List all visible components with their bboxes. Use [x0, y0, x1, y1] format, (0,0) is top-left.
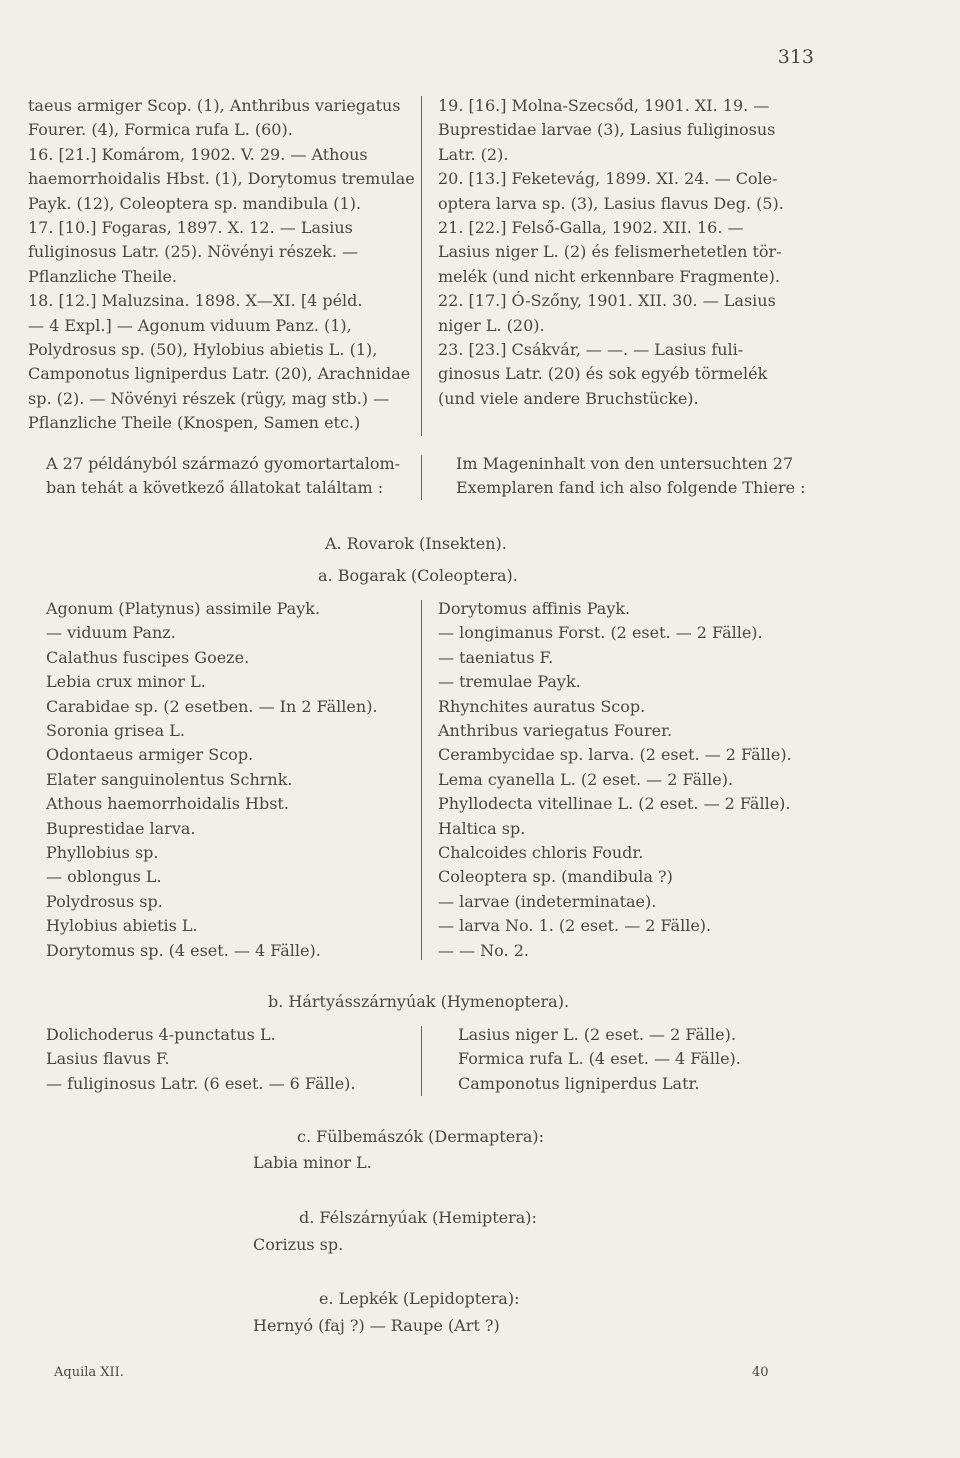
text-line: Im Mageninhalt von den untersuchten 27 — [456, 454, 794, 473]
list-item: Chalcoides chloris Foudr. — [438, 843, 644, 863]
list-item: Lasius niger L. (2 eset. — 2 Fälle). — [458, 1025, 736, 1044]
text-line: ginosus Latr. (20) és sok egyéb törmelék — [438, 364, 768, 384]
text-line: Polydrosus sp. (50), Hylobius abietis L. (1), — [28, 340, 378, 360]
list-item: Lema cyanella L. (2 eset. — 2 Fälle). — [438, 769, 734, 789]
list-item: Dorytomus sp. (4 eset. — 4 Fälle). — [46, 940, 321, 960]
footer-journal-volume: Aquila XII. — [54, 1365, 124, 1380]
text-line: Buprestidae larvae (3), Lasius fuliginosus — [438, 120, 776, 140]
coleoptera-list-left — [46, 597, 378, 963]
text-line: 21. [22.] Felső-Galla, 1902. XII. 16. — — [438, 218, 744, 238]
lepidoptera-item: Hernyó (faj ?) — Raupe (Art ?) — [253, 1316, 500, 1335]
list-item: Cerambycidae sp. larva. (2 eset. — 2 Fälle). — [438, 745, 792, 765]
list-item: Rhynchites auratus Scop. — [438, 696, 646, 716]
list-item: — oblongus L. — [46, 867, 162, 887]
list-item: Dolichoderus 4-punctatus L. — [46, 1025, 276, 1044]
hymenoptera-list-right — [458, 1023, 741, 1096]
text-line: 16. [21.] Komárom, 1902. V. 29. — Athous — [28, 144, 368, 164]
column-divider — [421, 600, 422, 960]
list-item: Carabidae sp. (2 esetben. — In 2 Fällen). — [46, 696, 378, 716]
text-line: niger L. (20). — [438, 315, 545, 335]
hymenoptera-list-left — [46, 1023, 356, 1096]
list-item: Lasius flavus F. — [46, 1049, 170, 1069]
text-line: 19. [16.] Molna-Szecsőd, 1901. XI. 19. — — [438, 96, 770, 115]
text-line: 18. [12.] Maluzsina. 1898. X—XI. [4 péld. — [28, 291, 363, 311]
list-item: — viduum Panz. — [46, 623, 176, 643]
text-line: Fourer. (4), Formica rufa L. (60). — [28, 120, 293, 140]
text-line: Pflanzliche Theile. — [28, 266, 177, 286]
footer-sheet-number: 40 — [752, 1365, 769, 1380]
list-item: Hylobius abietis L. — [46, 916, 198, 936]
text-line: 17. [10.] Fogaras, 1897. X. 12. — Lasius — [28, 218, 353, 238]
list-item: Athous haemorrhoidalis Hbst. — [46, 794, 289, 814]
list-item: Formica rufa L. (4 eset. — 4 Fälle). — [458, 1049, 741, 1069]
list-item: — — No. 2. — [438, 940, 529, 960]
column-divider — [421, 1026, 422, 1096]
text-line: A 27 példányból származó gyomortartalom- — [46, 454, 401, 473]
list-item: Phyllodecta vitellinae L. (2 eset. — 2 Fälle). — [438, 794, 791, 814]
text-line: — 4 Expl.] — Agonum viduum Panz. (1), — [28, 315, 352, 335]
heading-hemiptera: d. Félszárnyúak (Hemiptera): — [299, 1208, 537, 1227]
summary-german — [456, 452, 806, 501]
text-line: fuliginosus Latr. (25). Növényi részek. — — [28, 242, 359, 262]
list-item: — fuliginosus Latr. (6 eset. — 6 Fälle). — [46, 1073, 356, 1093]
list-item: — tremulae Payk. — [438, 672, 581, 692]
text-line: melék (und nicht erkennbare Fragmente). — [438, 266, 780, 286]
text-line: 23. [23.] Csákvár, — —. — Lasius fuli- — [438, 340, 744, 360]
list-item: Lebia crux minor L. — [46, 672, 206, 692]
list-item: Anthribus variegatus Fourer. — [438, 721, 673, 741]
heading-coleoptera: a. Bogarak (Coleoptera). — [318, 566, 518, 585]
summary-hungarian — [46, 452, 400, 501]
list-item: — longimanus Forst. (2 eset. — 2 Fälle). — [438, 623, 763, 643]
list-item: Agonum (Platynus) assimile Payk. — [46, 599, 321, 618]
list-item: Coleoptera sp. (mandibula ?) — [438, 867, 673, 887]
top-left-column — [28, 94, 415, 436]
text-line: taeus armiger Scop. (1), Anthribus variegatus — [28, 96, 401, 115]
list-item: — larva No. 1. (2 eset. — 2 Fälle). — [438, 916, 712, 936]
text-line: optera larva sp. (3), Lasius flavus Deg. (5). — [438, 193, 784, 213]
list-item: Phyllobius sp. — [46, 843, 159, 863]
text-line: Lasius niger L. (2) és felismerhetetlen tör- — [438, 242, 782, 262]
list-item: — larvae (indeterminatae). — [438, 891, 657, 911]
list-item: Haltica sp. — [438, 818, 526, 838]
heading-lepidoptera: e. Lepkék (Lepidoptera): — [319, 1289, 520, 1308]
list-item: Soronia grisea L. — [46, 721, 185, 741]
list-item: Camponotus ligniperdus Latr. — [458, 1073, 700, 1093]
text-line: Latr. (2). — [438, 144, 509, 164]
text-line: Exemplaren fand ich also folgende Thiere : — [456, 478, 806, 498]
column-divider — [421, 455, 422, 500]
text-line: 22. [17.] Ó-Szőny, 1901. XII. 30. — Lasius — [438, 291, 776, 311]
list-item: Odontaeus armiger Scop. — [46, 745, 254, 765]
heading-hymenoptera: b. Hártyásszárnyúak (Hymenoptera). — [268, 992, 570, 1011]
list-item: Elater sanguinolentus Schrnk. — [46, 769, 293, 789]
page-number: 313 — [777, 46, 814, 68]
text-line: haemorrhoidalis Hbst. (1), Dorytomus tremulae — [28, 169, 415, 189]
list-item: Buprestidae larva. — [46, 818, 196, 838]
text-line: ban tehát a következő állatokat találtam : — [46, 478, 384, 498]
list-item: — taeniatus F. — [438, 647, 554, 667]
column-divider — [421, 96, 422, 436]
hemiptera-item: Corizus sp. — [253, 1235, 344, 1254]
text-line: Camponotus ligniperdus Latr. (20), Arachnidae — [28, 364, 411, 384]
text-line: sp. (2). — Növényi részek (rügy, mag stb.) — — [28, 388, 390, 408]
list-item: Dorytomus affinis Payk. — [438, 599, 631, 618]
top-right-column — [438, 94, 784, 411]
heading-insects: A. Rovarok (Insekten). — [325, 534, 507, 553]
dermaptera-item: Labia minor L. — [253, 1153, 372, 1172]
text-line: (und viele andere Bruchstücke). — [438, 388, 699, 408]
text-line: Pflanzliche Theile (Knospen, Samen etc.) — [28, 413, 361, 433]
heading-dermaptera: c. Fülbemászók (Dermaptera): — [297, 1127, 544, 1146]
text-line: 20. [13.] Feketevág, 1899. XI. 24. — Cole- — [438, 169, 778, 189]
list-item: Calathus fuscipes Goeze. — [46, 647, 250, 667]
text-line: Payk. (12), Coleoptera sp. mandibula (1). — [28, 193, 362, 213]
list-item: Polydrosus sp. — [46, 891, 163, 911]
coleoptera-list-right — [438, 597, 792, 963]
